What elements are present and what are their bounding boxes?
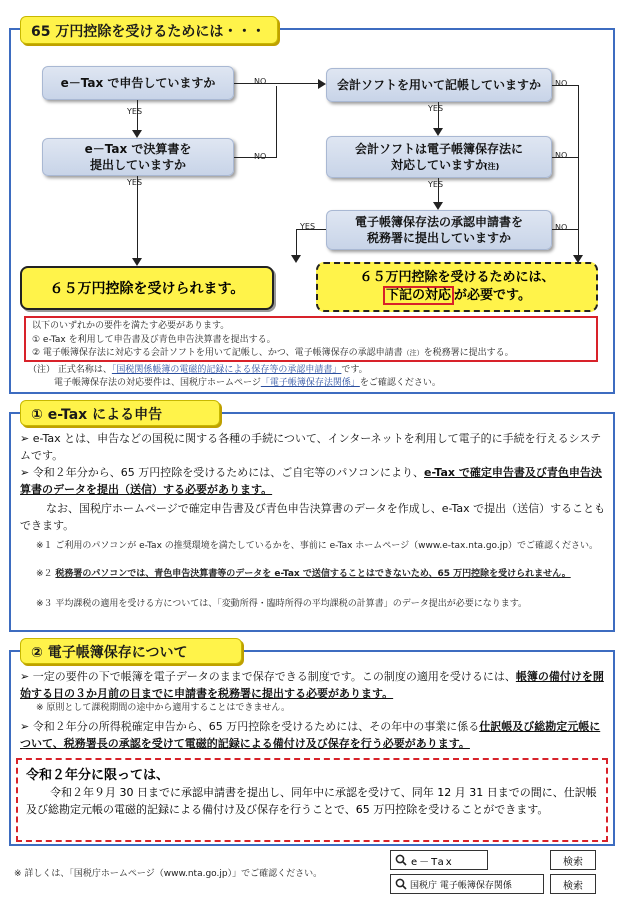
search-button-etax[interactable]: 検索 bbox=[550, 850, 596, 870]
etax-note-1: ※１ ご利用のパソコンが e-Tax の推奨環境を満たしているかを、事前に e-Tax ホームページ（www.e-tax.nta.go.jp）でご確認ください。 bbox=[36, 541, 598, 551]
result-action-required bbox=[316, 262, 598, 312]
note-requirements-link: 電子帳簿保存法の対応要件は、国税庁ホームページ「電子帳簿保存法関係」をご確認ください。 bbox=[54, 378, 441, 388]
result-action-highlight: 下記の対応 bbox=[383, 286, 454, 305]
search-icon bbox=[395, 854, 407, 866]
denshi-paragraph-2: ➢ 令和２年分の所得税確定申告から、65 万円控除を受けるためには、その年中の事業に係る仕訳帳及び総勘定元帳について、税務署長の承認を受けて電磁的記録による備付け及び保存を行う必要があります。 bbox=[20, 720, 601, 751]
result-action-line1: ６５万円控除を受けるためには、 bbox=[359, 270, 555, 286]
question-software-compliant bbox=[326, 136, 552, 178]
special-rule-body: 令和２年９月 30 日までに承認申請書を提出し、同年中に承認を受けて、同年 12 月 31 日までの間に、仕訳帳及び総勘定元帳の電磁的記録による備付け及び保存を行うことで、65 万円控除を受けることができます。 bbox=[26, 786, 597, 816]
search-icon bbox=[395, 878, 407, 890]
section-etax-title: ① e-Tax による申告 bbox=[20, 400, 220, 426]
etax-paragraph-3: なお、国税庁ホームページで確定申告書及び青色申告決算書のデータを作成し、e-Tax で提出（送信）することもできます。 bbox=[20, 502, 606, 533]
search-button-denshi[interactable]: 検索 bbox=[550, 874, 596, 894]
link-denshi-chobo[interactable]: 「電子帳簿保存法関係」 bbox=[260, 378, 360, 388]
question-accounting-software: 会計ソフトを用いて記帳していますか bbox=[326, 68, 552, 102]
search-box-etax-text: e－Tax bbox=[411, 856, 454, 868]
note-formal-name: （注） 正式名称は、「国税関係帳簿の電磁的記録による保存等の承認申請書」です。 bbox=[28, 365, 368, 375]
etax-paragraph-2: ➢ 令和２年分から、65 万円控除を受けるためには、ご自宅等のパソコンにより、e-Tax で確定申告書及び青色申告決算書のデータを提出（送信）する必要があります。 bbox=[20, 466, 602, 497]
search-box-denshi[interactable] bbox=[390, 874, 544, 894]
requirements-intro: 以下のいずれかの要件を満たす必要があります。 bbox=[32, 321, 230, 331]
link-approval-form[interactable]: 「国税関係帳簿の電磁的記録による保存等の承認申請書」 bbox=[111, 365, 342, 375]
result-action-suffix: が必要です。 bbox=[454, 288, 531, 303]
question-approval-filed: 電子帳簿保存法の承認申請書を 税務署に提出していますか bbox=[326, 210, 552, 250]
question-etax: e－Tax で申告していますか bbox=[42, 66, 234, 100]
requirements-box bbox=[24, 316, 598, 362]
result-action-line2 bbox=[383, 287, 531, 305]
denshi-paragraph-1: ➢ 一定の要件の下で帳簿を電子データのままで保存できる制度です。この制度の適用を受けるには、帳簿の備付けを開始する日の３か月前の日までに申請書を税務署に提出する必要があります。 bbox=[20, 670, 604, 701]
requirements-item-1: ① e-Tax を利用して申告書及び青色申告決算書を提出する。 bbox=[32, 334, 276, 345]
section-denshi-title: ② 電子帳簿保存について bbox=[20, 638, 242, 664]
section-flowchart-title: 65 万円控除を受けるためには・・・ bbox=[20, 16, 278, 44]
etax-note-2: ※２ 税務署のパソコンでは、青色申告決算書等のデータを e-Tax で送信することはできないため、65 万円控除を受けられません。 bbox=[36, 569, 571, 579]
question-software-compliant-text: 会計ソフトは電子帳簿保存法に 対応していますか bbox=[354, 141, 523, 172]
search-box-etax[interactable] bbox=[390, 850, 488, 870]
etax-paragraph-1: ➢ e-Tax とは、申告などの国税に関する各種の手続について、インターネットを利用して電子的に手続を行えるシステムです。 bbox=[20, 432, 602, 463]
denshi-note-1: ※ 原則として課税期間の途中から適用することはできません。 bbox=[36, 703, 290, 713]
special-rule-box bbox=[16, 758, 608, 842]
requirements-item-2: ② 電子帳簿保存法に対応する会計ソフトを用いて記帳し、かつ、電子帳簿保存の承認申請書（注）を税務署に提出する。 bbox=[32, 348, 514, 358]
etax-note-3: ※３ 平均課税の適用を受ける方については、「変動所得・臨時所得の平均課税の計算書」のデータ提出が必要になります。 bbox=[36, 599, 528, 609]
question-note-mark: (注) bbox=[484, 162, 500, 171]
footer-note: ※ 詳しくは、「国税庁ホームページ（www.nta.go.jp）」でご確認ください。 bbox=[14, 869, 323, 879]
result-eligible: ６５万円控除を受けられます。 bbox=[20, 266, 274, 310]
question-etax-statement: e－Tax で決算書を 提出していますか bbox=[42, 138, 234, 176]
search-box-denshi-text: 国税庁 電子帳簿保存関係 bbox=[410, 880, 512, 891]
special-rule-title: 令和２年分に限っては、 bbox=[26, 768, 170, 783]
